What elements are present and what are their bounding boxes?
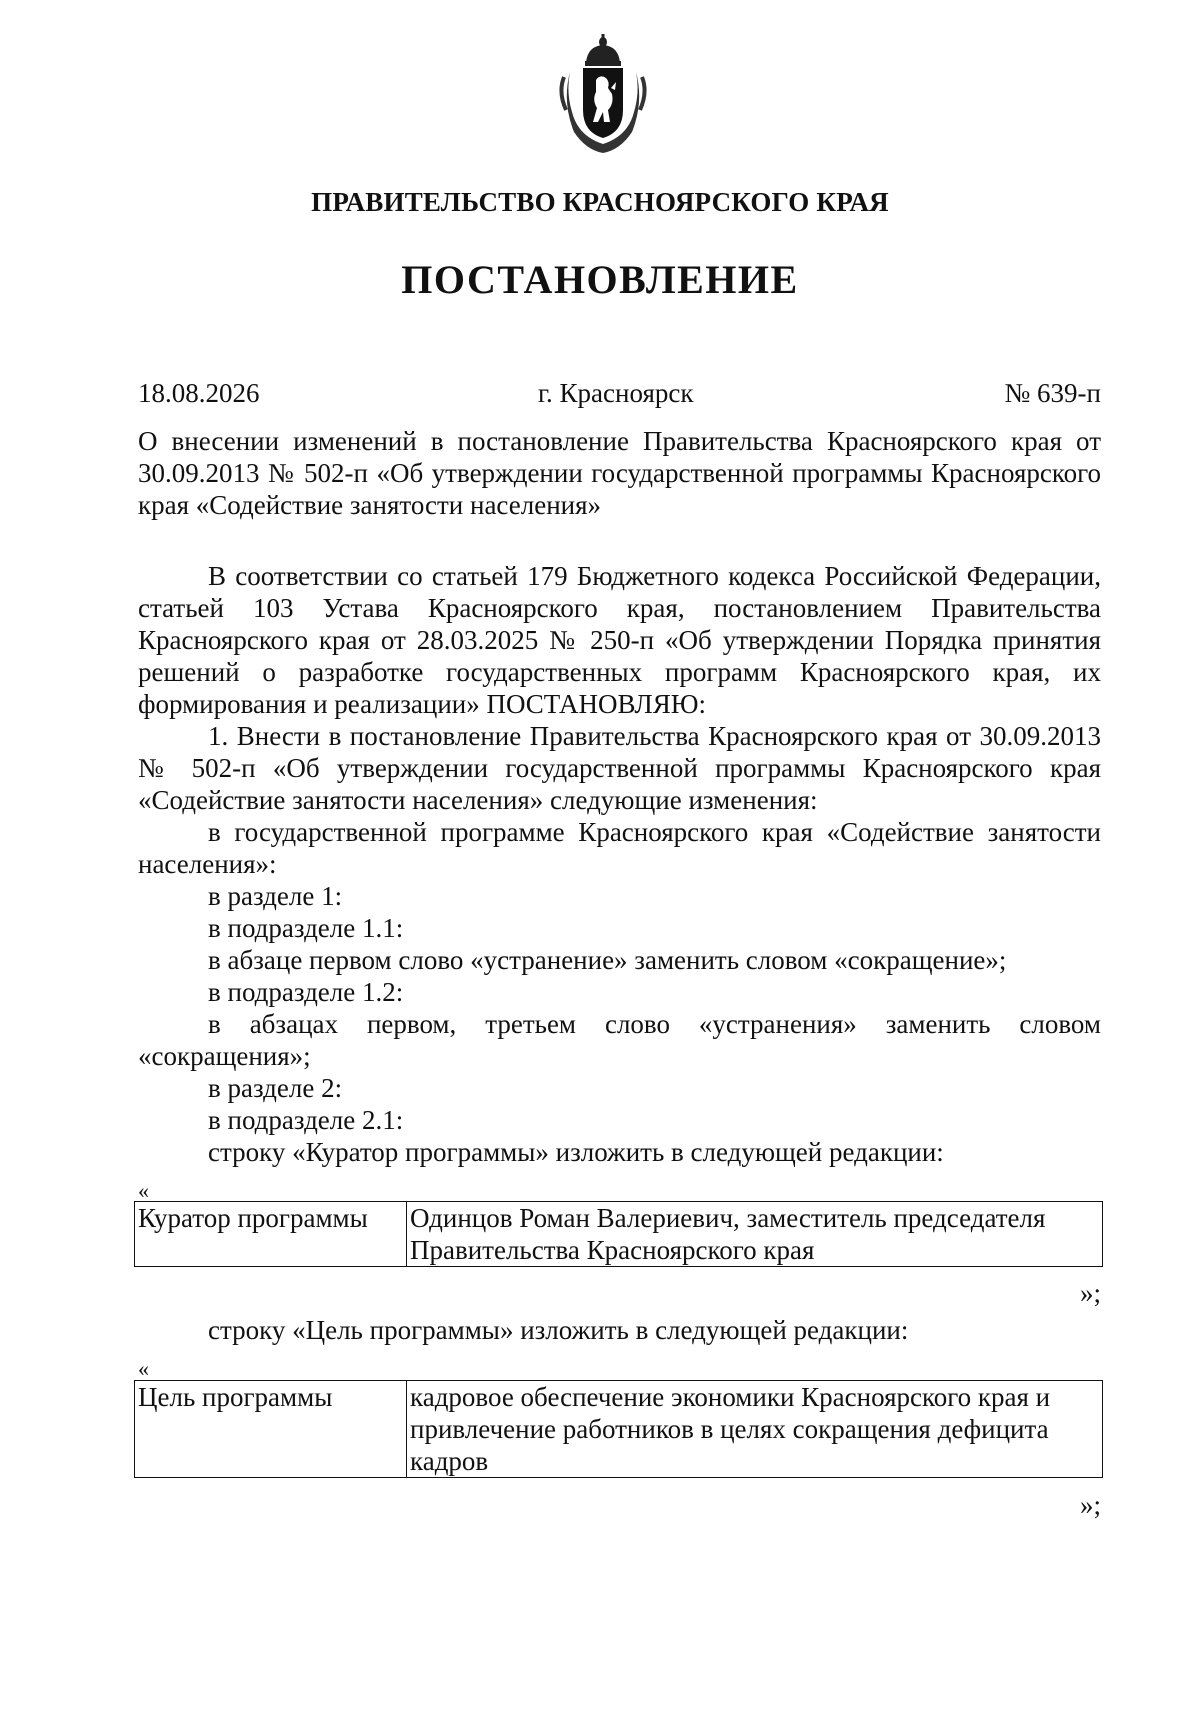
goal-value-cell — [407, 1381, 1103, 1478]
change-1-line: в абзаце первом слово «устранение» заменить словом «сокращение»; — [208, 945, 1007, 975]
quote-close-mark: »; — [1079, 1278, 1101, 1308]
curator-value-line: Одинцов Роман Валериевич, заместитель председателя — [410, 1203, 1046, 1233]
subsection-2-1-line: в подразделе 2.1: — [208, 1105, 404, 1135]
goal-value-line: кадровое обеспечение экономики Красноярского края и — [410, 1382, 1051, 1412]
goal-value-line: кадров — [410, 1446, 489, 1476]
curator-value-cell — [407, 1202, 1103, 1267]
goal-key-cell: Цель программы — [135, 1381, 407, 1478]
quote-close-mark: »; — [1079, 1490, 1101, 1520]
section-1-line: в разделе 1: — [208, 881, 343, 911]
curator-key-cell: Куратор программы — [135, 1202, 407, 1267]
preamble-paragraph: В соответствии со статьей 179 Бюджетного кодекса Российской Федерации, статьей 103 Устава Красноярского края, постановлением Правительства Красноярского края от 28.03.2025 № 250-п «Об утверждении Порядка принятия решений о разработке государственных программ Красноярского края, их формирования и реализации» ПОСТАНОВЛЯЮ: — [138, 561, 1101, 719]
program-intro-paragraph: в государственной программе Красноярского края «Содействие занятости населения»: — [138, 817, 1101, 879]
document-date: 18.08.2026 — [138, 378, 260, 408]
document-city: г. Красноярск — [538, 378, 694, 408]
change-2-paragraph: в абзацах первом, третьем слово «устранения» заменить словом «сокращения»; — [138, 1009, 1101, 1071]
item-1-paragraph: 1. Внести в постановление Правительства Красноярского края от 30.09.2013 № 502-п «Об утверждении государственной программы Красноярского края «Содействие занятости населения» следующие изменения: — [138, 721, 1101, 815]
document-type: ПОСТАНОВЛЕНИЕ — [401, 257, 799, 302]
curator-intro-line: строку «Куратор программы» изложить в следующей редакции: — [208, 1137, 944, 1167]
goal-intro-line: строку «Цель программы» изложить в следующей редакции: — [208, 1315, 909, 1345]
goal-value-line: привлечение работников в целях сокращения дефицита — [410, 1414, 1049, 1444]
coat-of-arms-emblem — [556, 32, 650, 155]
curator-table — [134, 1201, 1103, 1267]
organization-name: ПРАВИТЕЛЬСТВО КРАСНОЯРСКОГО КРАЯ — [311, 187, 889, 217]
document-number: № 639-п — [1004, 378, 1101, 408]
quote-open-mark: « — [138, 1356, 149, 1381]
goal-table — [134, 1380, 1103, 1478]
table-row — [135, 1202, 1103, 1267]
curator-value-line: Правительства Красноярского края — [410, 1235, 815, 1265]
document-title: О внесении изменений в постановление Правительства Красноярского края от 30.09.2013 № 502-п «Об утверждении государственной программы Красноярского края «Содействие занятости населения» — [138, 426, 1101, 520]
subsection-1-2-line: в подразделе 1.2: — [208, 977, 404, 1007]
subsection-1-1-line: в подразделе 1.1: — [208, 913, 404, 943]
quote-open-mark: « — [138, 1178, 149, 1203]
table-row — [135, 1381, 1103, 1478]
section-2-line: в разделе 2: — [208, 1073, 343, 1103]
